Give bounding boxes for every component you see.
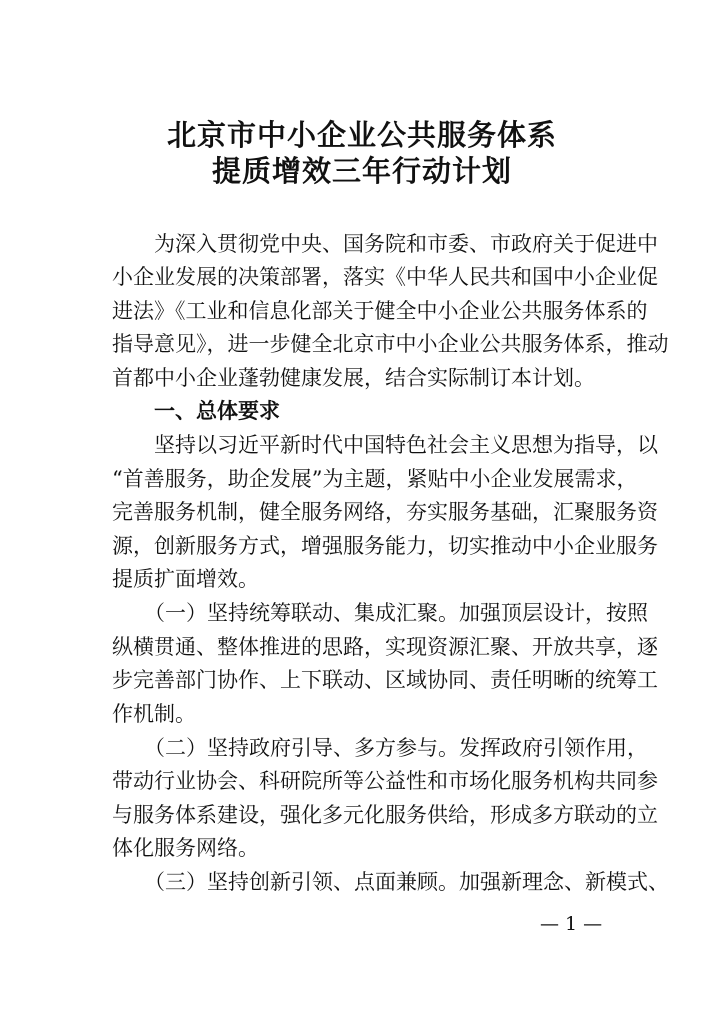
item2-line: （二）坚持政府引导、多方参与。发挥政府引领作用， [144, 736, 648, 760]
intro-line: 首都中小企业蓬勃健康发展，结合实际制订本计划。 [112, 366, 595, 390]
item1-line: 纵横贯通、整体推进的思路，实现资源汇聚、开放共享，逐 [112, 635, 658, 659]
section1-line: “首善服务，助企发展”为主题，紧贴中小企业发展需求， [112, 467, 638, 491]
document-title-line-1: 北京市中小企业公共服务体系 [166, 118, 557, 152]
item1-line: 作机制。 [112, 702, 196, 726]
section1-line: 坚持以习近平新时代中国特色社会主义思想为指导，以 [154, 433, 658, 457]
intro-line: 为深入贯彻党中央、国务院和市委、市政府关于促进中 [154, 232, 658, 256]
section1-line: 提质扩面增效。 [112, 567, 259, 591]
section-heading: 一、总体要求 [154, 399, 280, 423]
intro-line: 指导意见》，进一步健全北京市中小企业公共服务体系，推动 [112, 332, 669, 356]
intro-line: 进法》《工业和信息化部关于健全中小企业公共服务体系的 [112, 299, 648, 323]
item1-line: 步完善部门协作、上下联动、区域协同、责任明晰的统筹工 [112, 668, 658, 692]
intro-line: 小企业发展的决策部署，落实《中华人民共和国中小企业促 [112, 265, 658, 289]
document-title-line-2: 提质增效三年行动计划 [211, 154, 512, 188]
item3-line: （三）坚持创新引领、点面兼顾。加强新理念、新模式、 [144, 870, 669, 894]
section1-line: 完善服务机制，健全服务网络，夯实服务基础，汇聚服务资 [112, 500, 658, 524]
section1-line: 源，创新服务方式，增强服务能力，切实推动中小企业服务 [112, 534, 658, 558]
item2-line: 带动行业协会、科研院所等公益性和市场化服务机构共同参 [112, 769, 658, 793]
item2-line: 与服务体系建设，强化多元化服务供给，形成多方联动的立 [112, 803, 658, 827]
page-number: — 1 — [540, 913, 603, 935]
item2-line: 体化服务网络。 [112, 836, 259, 860]
item1-line: （一）坚持统筹联动、集成汇聚。加强顶层设计，按照 [144, 601, 648, 625]
